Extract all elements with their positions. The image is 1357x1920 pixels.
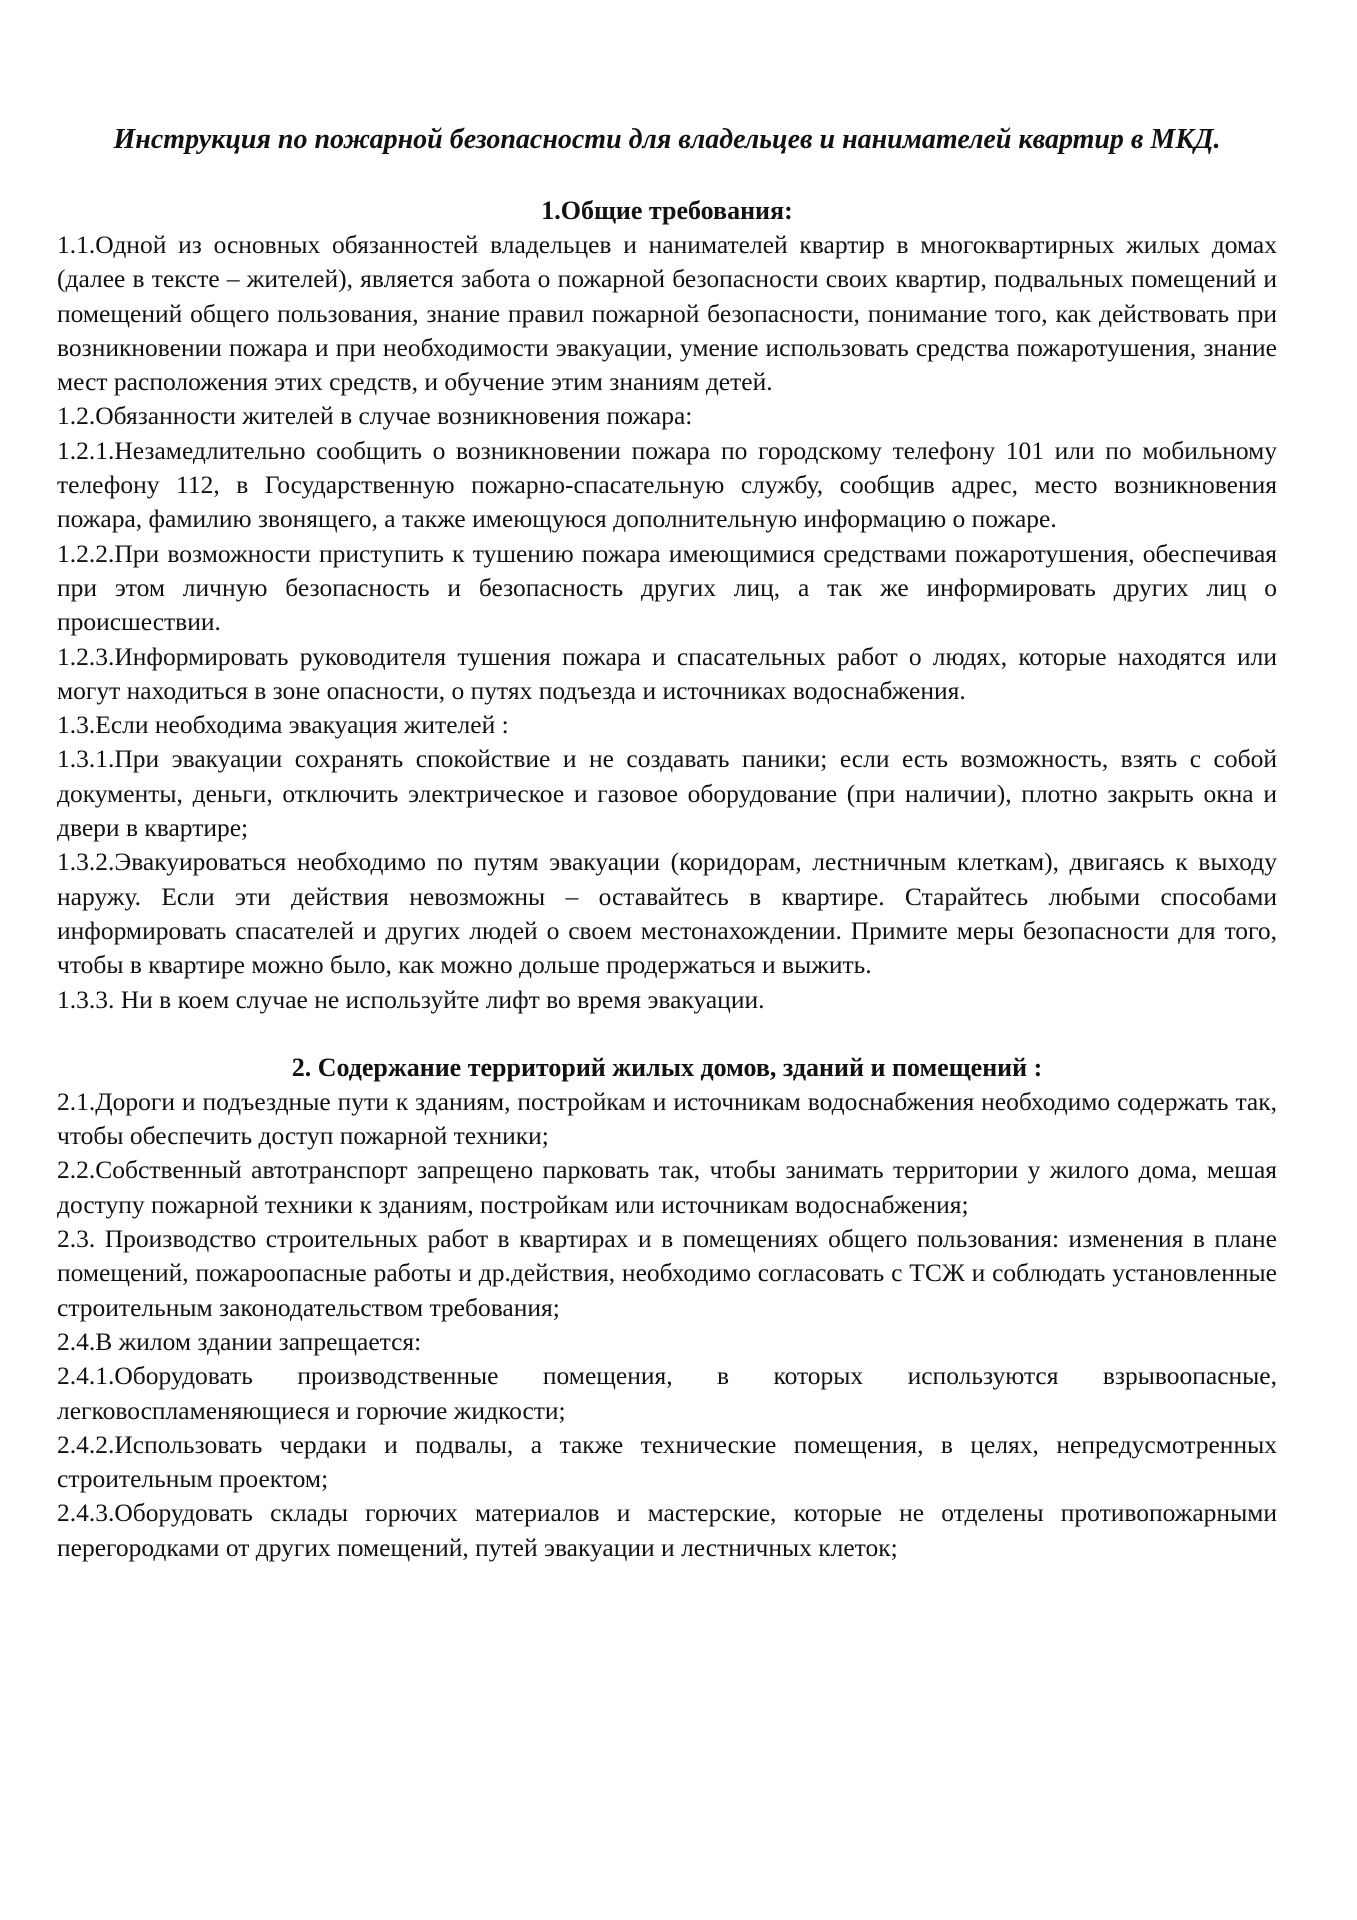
section-heading: 2. Содержание территорий жилых домов, зданий и помещений : bbox=[291, 1052, 1043, 1082]
paragraph-2-4: 2.4.В жилом здании запрещается: bbox=[57, 1326, 422, 1356]
section-general-requirements bbox=[57, 194, 1277, 1017]
paragraph-1-2-3: 1.2.3.Информировать руководителя тушения пожара и спасательных работ о людях, которые находятся или могут находиться в зоне опасности, о путях подъезда и источниках водоснабжения. bbox=[57, 641, 1277, 705]
paragraph-1-3-1: 1.3.1.При эвакуации сохранять спокойствие и не создавать паники; если есть возможность, взять с собой документы, деньги, отключить электрическое и газовое оборудование (при наличии), плотно закрыть окна и двери в квартире; bbox=[57, 744, 1277, 843]
paragraph-1-1: 1.1.Одной из основных обязанностей владельцев и нанимателей квартир в многоквартирных жилых домах (далее в тексте – жителей), является забота о пожарной безопасности своих квартир, подвальных помещений и помещений общего пользования, знание правил пожарной безопасности, понимание того, как действовать при возникновении пожара и при необходимости эвакуации, умение использовать средства пожаротушения, знание мест расположения этих средств, и обучение этим знаниям детей. bbox=[57, 230, 1277, 397]
document-page bbox=[57, 120, 1277, 1565]
document-title: Инструкция по пожарной безопасности для владельцев и нанимателей квартир в МКД. bbox=[113, 124, 1221, 155]
paragraph-1-3-2: 1.3.2.Эвакуироваться необходимо по путям эвакуации (коридорам, лестничным клеткам), двигаясь к выходу наружу. Если эти действия невозможны – оставайтесь в квартире. Старайтесь любыми способами информировать спасателей и других людей о своем местонахождении. Примите меры безопасности для того, чтобы в квартире можно было, как можно дольше продержаться и выжить. bbox=[57, 847, 1277, 980]
paragraph-2-2: 2.2.Собственный автотранспорт запрещено парковать так, чтобы занимать территории у жилого дома, мешая доступу пожарной техники к зданиям, постройкам или источникам водоснабжения; bbox=[57, 1155, 1277, 1219]
paragraph-2-1: 2.1.Дороги и подъездные пути к зданиям, постройкам и источникам водоснабжения необходимо содержать так, чтобы обеспечить доступ пожарной техники; bbox=[57, 1086, 1277, 1151]
section-heading: 1.Общие требования: bbox=[541, 196, 793, 225]
section-territory-maintenance bbox=[57, 1051, 1277, 1565]
paragraph-1-2-1: 1.2.1.Незамедлительно сообщить о возникновении пожара по городскому телефону 101 или по мобильному телефону 112, в Государственную пожарно-спасательную службу, сообщив адрес, место возникновения пожара, фамилию звонящего, а также имеющуюся дополнительную информацию о пожаре. bbox=[57, 435, 1277, 534]
paragraph-1-2-2: 1.2.2.При возможности приступить к тушению пожара имеющимися средствами пожаротушения, обеспечивая при этом личную безопасность и безопасность других лиц, а так же информировать других лиц о происшествии. bbox=[57, 538, 1277, 637]
paragraph-2-4-2: 2.4.2.Использовать чердаки и подвалы, а также технические помещения, в целях, непредусмотренных строительным проектом; bbox=[57, 1429, 1277, 1494]
paragraph-1-3: 1.3.Если необходима эвакуация жителей : bbox=[57, 710, 509, 740]
paragraph-1-2: 1.2.Обязанности жителей в случае возникновения пожара: bbox=[57, 401, 693, 431]
paragraph-1-3-3: 1.3.3. Ни в коем случае не используйте лифт во время эвакуации. bbox=[57, 984, 765, 1014]
paragraph-2-4-3: 2.4.3.Оборудовать склады горючих материалов и мастерские, которые не отделены противопожарными перегородками от других помещений, путей эвакуации и лестничных клеток; bbox=[57, 1498, 1277, 1562]
paragraph-2-3: 2.3. Производство строительных работ в квартирах и в помещениях общего пользования: изменения в плане помещений, пожароопасные работы и др.действия, необходимо согласовать с ТСЖ и соблюдать установленные строительным законодательством требования; bbox=[57, 1224, 1277, 1322]
paragraph-2-4-1: 2.4.1.Оборудовать производственные помещения, в которых используются взрывоопасные, легковоспламеняющиеся и горючие жидкости; bbox=[57, 1361, 1277, 1425]
